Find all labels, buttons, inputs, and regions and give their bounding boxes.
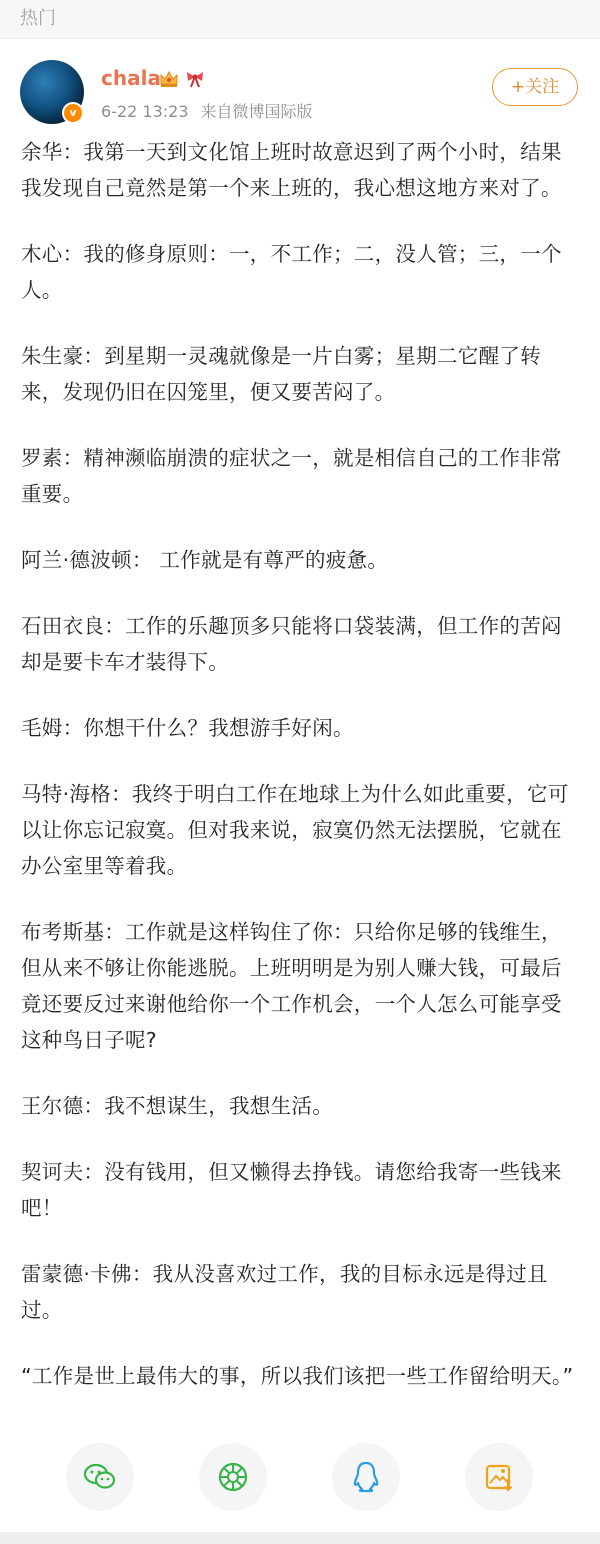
- share-wechat-button[interactable]: [66, 1443, 134, 1511]
- post-timestamp: 6-22 13:23: [101, 102, 189, 121]
- post-paragraph: 木心：我的修身原则：一，不工作；二，没人管；三，一个人。: [21, 242, 562, 302]
- post-paragraph: 罗素：精神濒临崩溃的症状之一，就是相信自己的工作非常重要。: [21, 446, 562, 506]
- verified-badge: v: [62, 102, 84, 124]
- post-paragraph: 王尔德：我不想谋生，我想生活。: [21, 1094, 333, 1118]
- post-paragraph: “工作是世上最伟大的事，所以我们该把一些工作留给明天。”: [21, 1364, 574, 1388]
- post-paragraph: 布考斯基：工作就是这样钩住了你：只给你足够的钱维生，但从来不够让你能逃脱。上班明明是为别人赚大钱，可最后竟还要反过来谢他给你一个工作机会，一个人怎么可能享受这种鸟日子呢?: [21, 920, 562, 1052]
- bottom-divider: [0, 1532, 600, 1544]
- share-moments-button[interactable]: [199, 1443, 267, 1511]
- crown-icon: [158, 68, 180, 90]
- post-paragraph: 石田衣良：工作的乐趣顶多只能将口袋装满，但工作的苦闷却是要卡车才装得下。: [21, 614, 562, 674]
- post-content: [21, 134, 581, 1424]
- post-paragraph: 毛姆：你想干什么？我想游手好闲。: [21, 716, 354, 740]
- top-bar: [0, 0, 600, 39]
- post-paragraph: 阿兰·德波顿： 工作就是有尊严的疲惫。: [21, 548, 389, 572]
- save-image-icon: [481, 1459, 517, 1495]
- wechat-icon: [82, 1459, 118, 1495]
- qq-icon: [348, 1459, 384, 1495]
- post-paragraph: 朱生豪：到星期一灵魂就像是一片白雾；星期二它醒了转来，发现仍旧在囚笼里，便又要苦闷了。: [21, 344, 541, 404]
- username[interactable]: chala: [101, 66, 161, 90]
- section-title: 热门: [20, 8, 56, 29]
- post-meta: [101, 99, 325, 122]
- share-bar: [0, 1443, 600, 1515]
- post-paragraph: 契诃夫：没有钱用，但又懒得去挣钱。请您给我寄一些钱来吧！: [21, 1160, 562, 1220]
- share-qq-button[interactable]: [332, 1443, 400, 1511]
- follow-button[interactable]: +关注: [492, 68, 578, 106]
- moments-icon: [215, 1459, 251, 1495]
- post-source: 来自微博国际版: [200, 102, 313, 121]
- post-paragraph: 雷蒙德·卡佛：我从没喜欢过工作，我的目标永远是得过且过。: [21, 1262, 548, 1322]
- bow-icon: [184, 68, 206, 90]
- post-paragraph: 马特·海格：我终于明白工作在地球上为什么如此重要，它可以让你忘记寂寞。但对我来说，寂寞仍然无法摆脱，它就在办公室里等着我。: [21, 782, 569, 878]
- post-paragraph: 余华：我第一天到文化馆上班时故意迟到了两个小时，结果我发现自己竟然是第一个来上班的，我心想这地方来对了。: [21, 140, 562, 200]
- save-image-button[interactable]: [465, 1443, 533, 1511]
